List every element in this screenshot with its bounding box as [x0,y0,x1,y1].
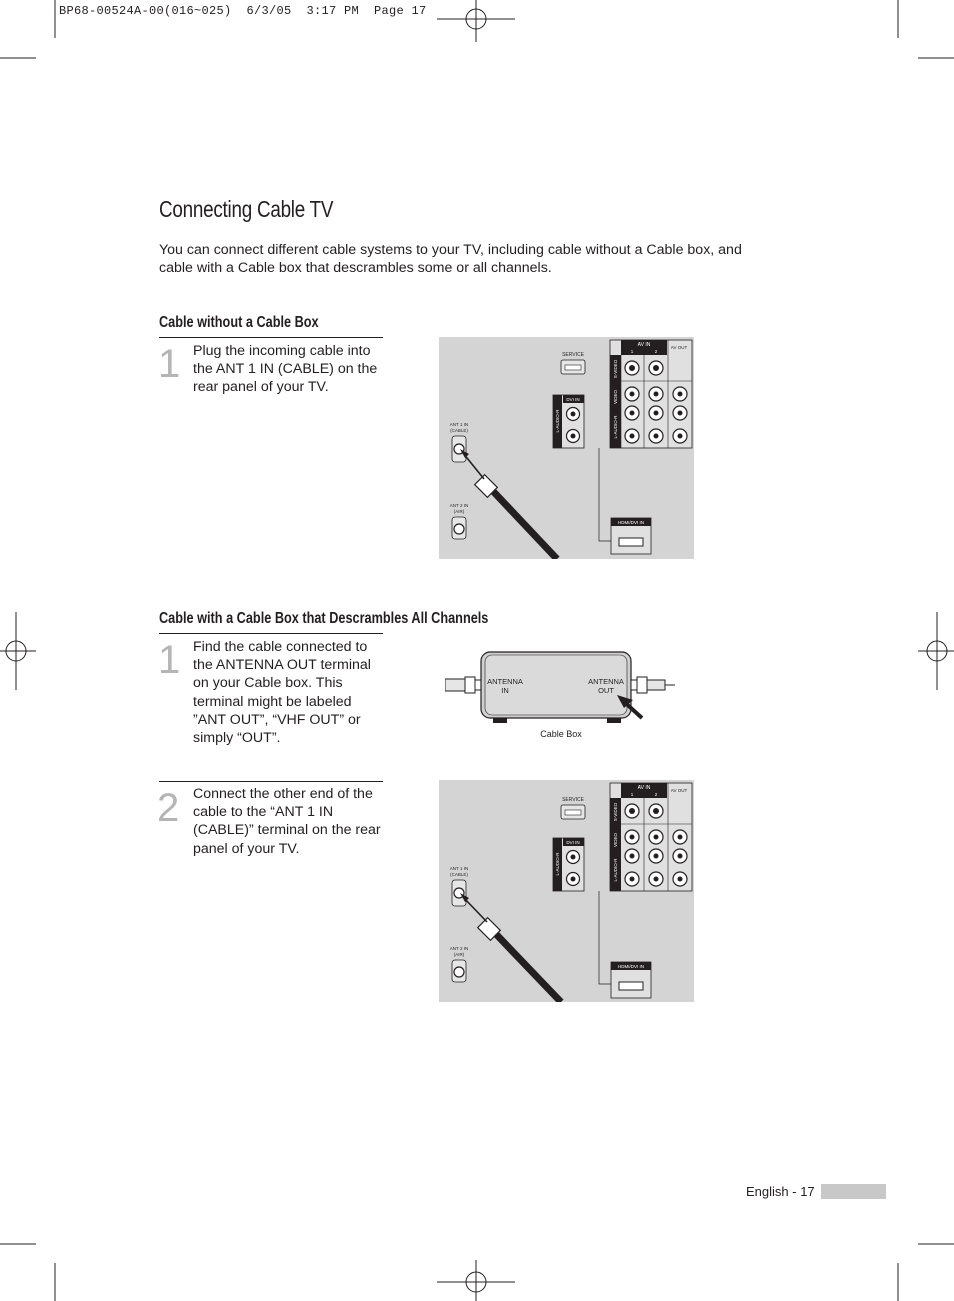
svg-text:ANT 2 IN: ANT 2 IN [449,503,469,508]
svg-text:L-AUDIO-R: L-AUDIO-R [555,852,560,876]
step-text: Connect the other end of the cable to the “ANT 1 IN (CABLE)” terminal on the rear panel of your TV. [193,786,381,857]
svg-text:S-VIDEO: S-VIDEO [613,802,618,822]
svg-text:2: 2 [654,349,658,354]
svg-text:SERVICE: SERVICE [562,797,584,803]
intro-paragraph: You can connect different cable systems to your TV, including cable without a Cable box, and cable with a Cable box that descrambles some or all channels. [159,242,742,276]
step-rule [159,781,383,782]
antenna-out-label: ANTENNA [588,677,624,686]
svg-text:L-AUDIO-R: L-AUDIO-R [555,409,560,433]
svg-text:ANT 2 IN: ANT 2 IN [449,946,469,951]
cable-box-caption: Cable Box [540,729,582,739]
svg-text:(AIR): (AIR) [453,952,465,957]
cable-box-figure [445,648,680,743]
section-heading-cable-box: Cable with a Cable Box that Descrambles All Channels [159,610,489,627]
section-rule [159,633,383,634]
svg-text:(CABLE): (CABLE) [450,872,468,877]
svg-text:VIDEO: VIDEO [613,832,618,848]
svg-text:HDMI/DVI IN: HDMI/DVI IN [617,964,645,969]
step-number: 2 [157,786,180,830]
svg-text:ANT 1 IN: ANT 1 IN [449,866,469,871]
step-number: 1 [158,342,181,386]
step-number: 1 [158,638,181,682]
svg-text:VIDEO: VIDEO [613,389,618,405]
page-title: Connecting Cable TV [159,196,334,222]
step-text: Plug the incoming cable into the ANT 1 IN (CABLE) on the rear panel of your TV. [193,343,378,396]
svg-text:OUT: OUT [598,686,614,695]
print-header: BP68-00524A-00(016~025) 6/3/05 3:17 PM Page 17 [59,4,427,18]
antenna-in-label: ANTENNA [487,677,523,686]
svg-text:ANT 1 IN: ANT 1 IN [449,422,469,427]
svg-text:AV IN: AV IN [637,785,651,791]
svg-text:AV OUT: AV OUT [670,788,688,793]
svg-text:2: 2 [654,792,658,797]
svg-text:IN: IN [501,686,509,695]
rear-panel-figure-2 [439,780,694,1002]
av-out-label: AV OUT [670,345,688,350]
page-number: English - 17 [746,1184,815,1199]
svg-text:L-AUDIO-R: L-AUDIO-R [613,415,618,439]
footer-bar [821,1184,886,1199]
svg-text:1: 1 [630,349,634,354]
section-heading-no-cable-box: Cable without a Cable Box [159,314,319,331]
svg-text:(AIR): (AIR) [453,509,465,514]
svg-text:DVI IN: DVI IN [566,840,580,845]
svg-text:S-VIDEO: S-VIDEO [613,359,618,379]
av-in-label: AV IN [637,342,651,348]
rear-panel-figure [439,337,694,559]
svg-text:DVI IN: DVI IN [566,397,580,402]
svg-text:L-AUDIO-R: L-AUDIO-R [613,858,618,882]
step-text: Find the cable connected to the ANTENNA OUT terminal on your Cable box. This terminal might be labeled ”ANT OUT”, “VHF OUT” or simply “OUT”. [193,639,371,747]
svg-text:HDMI/DVI IN: HDMI/DVI IN [617,520,645,525]
section-rule [159,337,383,338]
svg-text:1: 1 [630,792,634,797]
service-label: SERVICE [562,352,584,358]
svg-text:(CABLE): (CABLE) [450,428,468,433]
